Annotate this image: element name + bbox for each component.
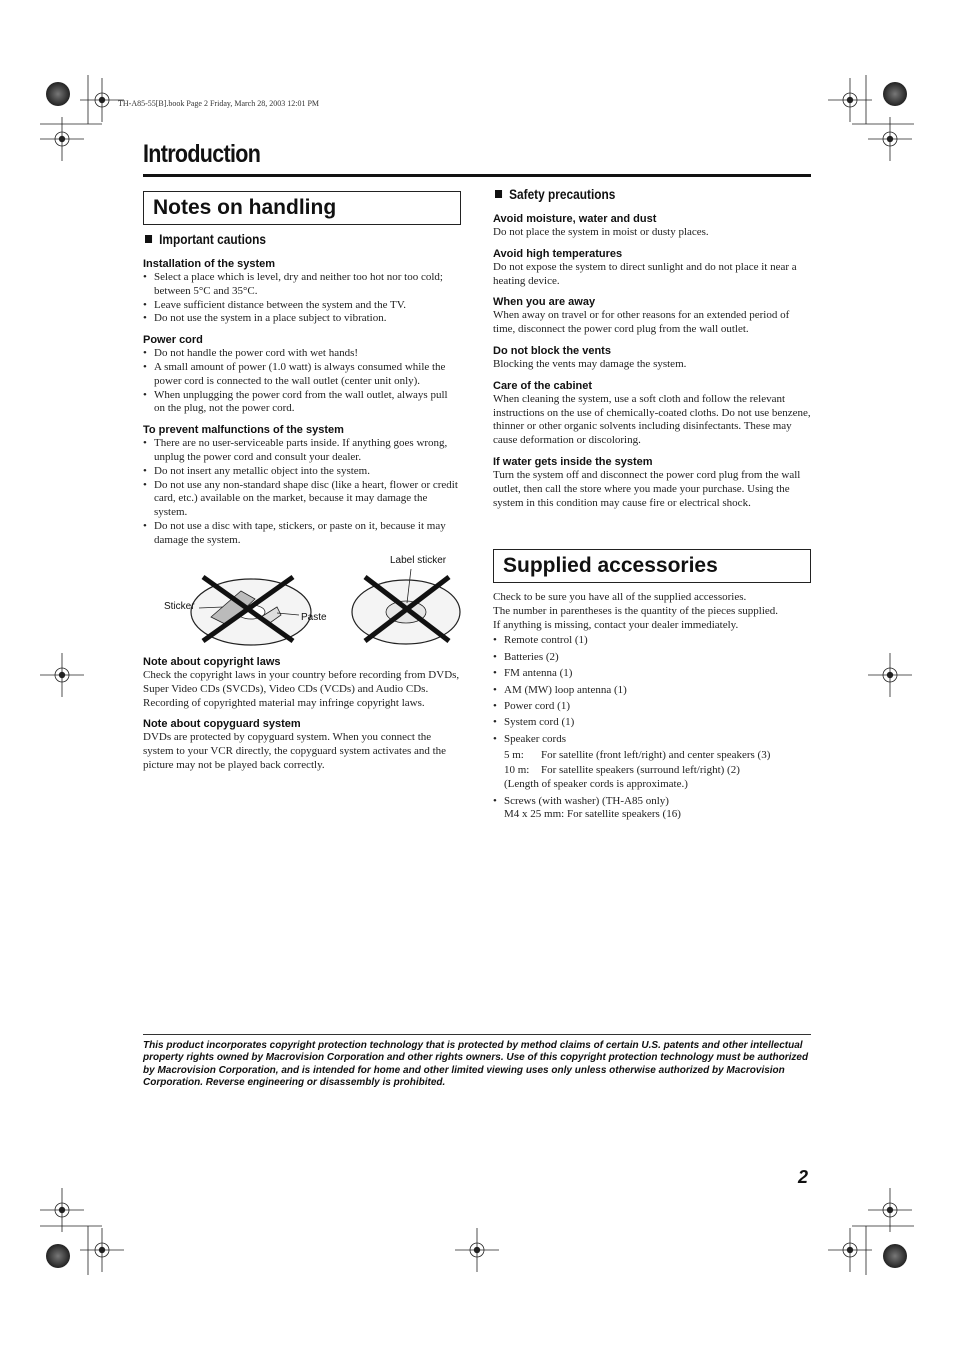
safety-title: If water gets inside the system (493, 455, 653, 468)
disc-with-sticker-icon (191, 577, 311, 645)
copyright-title: Note about copyright laws (143, 656, 281, 668)
important-cautions-subhead (145, 232, 266, 247)
safety-precautions-subhead (495, 187, 615, 202)
safety-text: Do not expose the system to direct sunlight and do not place it near a heating device. (493, 260, 797, 287)
speaker-cords-label: • Speaker cords (504, 732, 567, 745)
cord-description: For satellite speakers (surround left/right) (2) (541, 764, 740, 777)
list-item-speaker-cords (493, 733, 811, 792)
registration-cross-icon (80, 1228, 124, 1272)
installation-list (143, 271, 461, 326)
list-item: • Do not use the system in a place subject to vibration. (143, 312, 461, 326)
copyright-text: Check the copyright laws in your country before recording from DVDs, Super Video CDs (SVCDs), Video CDs (VCDs) and Audio CDs. Recording of copyrighted material may infringe copyright laws. (143, 669, 460, 709)
registration-target-icon (883, 1244, 907, 1268)
registration-target-icon (46, 82, 70, 106)
subhead-label: Safety precautions (509, 187, 616, 202)
paste-label: Paste (301, 612, 327, 623)
cord-row (504, 764, 811, 778)
cord-length: 10 m: (504, 764, 530, 777)
label-sticker-label: Label sticker (390, 555, 447, 566)
cord-row (504, 749, 811, 763)
safety-title: Do not block the vents (493, 344, 611, 357)
malfunctions-title: To prevent malfunctions of the system (143, 424, 344, 437)
cord-note: (Length of speaker cords is approximate.) (504, 778, 688, 791)
square-bullet-icon (495, 190, 502, 198)
left-column-lower (143, 655, 461, 773)
registration-cross-icon (828, 1228, 872, 1272)
safety-text: Blocking the vents may damage the system. (493, 357, 687, 370)
installation-title: Installation of the system (143, 258, 276, 270)
accessories-section (493, 591, 811, 825)
power-cord-list (143, 347, 461, 416)
list-item: • Batteries (2) (493, 651, 811, 665)
screws-detail: M4 x 25 mm: For satellite speakers (16) (504, 808, 681, 821)
accessories-intro: The number in parentheses is the quantity of the pieces supplied. (493, 604, 779, 617)
registration-target-icon (883, 82, 907, 106)
safety-text: Turn the system off and disconnect the power cord plug from the wall outlet, then call the store where you made your purchase. Using the system in this condition may cause fire or electrical shock. (493, 468, 801, 509)
square-bullet-icon (145, 235, 152, 243)
list-item: • Select a place which is level, dry and neither too hot nor too cold; between 5°C and 35°C. (143, 271, 461, 299)
supplied-accessories-heading: Supplied accessories (493, 549, 811, 583)
cord-length: 5 m: (504, 748, 524, 761)
copyguard-title: Note about copyguard system (143, 718, 301, 731)
safety-text: Do not place the system in moist or dusty places. (493, 226, 709, 238)
copyguard-text: DVDs are protected by copyguard system. When you connect the system to your VCR directly, the copyguard system activates and the picture may not be played back correctly. (143, 731, 447, 771)
safety-title: Avoid high temperatures (493, 247, 623, 260)
registration-cross-icon (868, 1188, 912, 1232)
list-item: • There are no user-serviceable parts inside. If anything goes wrong, unplug the power cord and consult your dealer. (143, 437, 461, 465)
screws-label: • Screws (with washer) (TH-A85 only) (504, 794, 669, 807)
title-rule (143, 174, 811, 177)
safety-section (493, 212, 811, 510)
list-item-screws (493, 795, 811, 823)
list-item: • Do not insert any metallic object into the system. (143, 465, 461, 479)
list-item: • Do not use any non-standard shape disc (like a heart, flower or credit card, etc.) available on the market, because it may damage the system. (143, 479, 461, 520)
list-item: • Remote control (1) (493, 634, 811, 648)
disc-with-label-sticker-icon (352, 569, 460, 644)
accessories-intro: If anything is missing, contact your dealer immediately. (493, 618, 739, 631)
file-info-header: TH-A85-55[B].book Page 2 Friday, March 28, 2003 12:01 PM (118, 99, 320, 108)
safety-text: When away on travel or for other reasons for an extended period of time, disconnect the power cord plug from the wall outlet. (493, 309, 790, 336)
list-item: • Leave sufficient distance between the system and the TV. (143, 299, 461, 313)
accessories-list (493, 634, 811, 822)
safety-title: Care of the cabinet (493, 379, 593, 392)
accessories-intro: Check to be sure you have all of the supplied accessories. (493, 591, 747, 603)
left-column (143, 257, 461, 548)
registration-cross-icon (868, 653, 912, 697)
safety-text: When cleaning the system, use a soft cloth and follow the relevant instructions on the use of chemically-coated cloths. Do not use benzene, thinner or other organic solvents including disinfectants. These may cause deformation or discoloring. (493, 392, 811, 447)
list-item: • AM (MW) loop antenna (1) (493, 684, 811, 698)
cord-description: For satellite (front left/right) and center speakers (3) (541, 748, 771, 761)
safety-title: Avoid moisture, water and dust (493, 213, 657, 225)
list-item: • When unplugging the power cord from the wall outlet, always pull on the plug, not the power cord. (143, 389, 461, 417)
list-item: • A small amount of power (1.0 watt) is always consumed while the power cord is connected to the wall outlet (center unit only). (143, 361, 461, 389)
registration-target-icon (46, 1244, 70, 1268)
sticker-label: Sticker (164, 601, 195, 612)
page-title: Introduction (143, 140, 261, 168)
notice-rule (143, 1034, 811, 1035)
safety-title: When you are away (493, 296, 596, 309)
list-item: • System cord (1) (493, 716, 811, 730)
copyright-notice: This product incorporates copyright protection technology that is protected by method claims of certain U.S. patents and other intellectual property rights owned by Macrovision Corporation and other rights owners. Use of this copyright protection technology must be authorized by Macrovision Corporation, and is intended for home and other limited viewing uses only unless otherwise authorized by Macrovision Corporation. Reverse engineering or disassembly is prohibited. (143, 1040, 809, 1089)
registration-cross-icon (828, 78, 872, 122)
subhead-label: Important cautions (159, 232, 267, 247)
list-item: • Power cord (1) (493, 700, 811, 714)
registration-cross-icon (455, 1228, 499, 1272)
malfunctions-list (143, 437, 461, 547)
power-cord-title: Power cord (143, 334, 203, 347)
registration-cross-icon (40, 653, 84, 697)
page-number: 2 (798, 1167, 809, 1187)
list-item: • FM antenna (1) (493, 667, 811, 681)
registration-cross-icon (40, 1188, 84, 1232)
notes-on-handling-heading: Notes on handling (143, 191, 461, 225)
list-item: • Do not handle the power cord with wet hands! (143, 347, 461, 361)
list-item: • Do not use a disc with tape, stickers, or paste on it, because it may damage the system. (143, 520, 461, 548)
